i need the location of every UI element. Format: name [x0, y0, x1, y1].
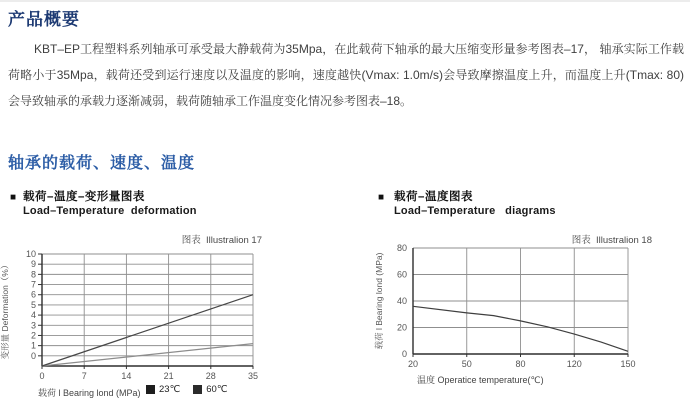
load-temp-deformation-chart	[0, 247, 266, 387]
left-chart-xaxis-label: 载荷 l Bearing lond (MPa)	[38, 388, 141, 398]
x-tick-label: 150	[620, 359, 636, 369]
left-chart-title-zh: 载荷–温度–变形量图表	[23, 191, 145, 203]
right-chart-heading	[378, 191, 473, 204]
x-tick-label: 50	[461, 359, 472, 369]
legend-swatch	[146, 385, 155, 394]
y-tick-label: 80	[396, 243, 407, 253]
overview-title: 产品概要	[8, 10, 80, 29]
y-tick-label: 40	[396, 296, 407, 306]
y-tick-label: 1	[30, 340, 36, 351]
y-tick-label: 8	[30, 269, 36, 280]
y-tick-label: 9	[30, 259, 36, 270]
x-tick-label: 120	[566, 359, 582, 369]
x-tick-label: 28	[205, 371, 216, 381]
x-tick-label: 20	[407, 359, 419, 369]
left-chart-legend	[146, 384, 228, 395]
legend-item	[146, 384, 180, 395]
x-tick-label: 14	[121, 371, 132, 381]
load-temperature-chart	[370, 241, 655, 374]
section-title: 轴承的载荷、速度、温度	[8, 155, 196, 172]
right-chart-title-en: Load–Temperature diagrams	[394, 205, 556, 217]
y-tick-label: 60	[396, 269, 407, 280]
x-tick-label: 7	[81, 371, 87, 381]
y-tick-label: 0	[30, 350, 36, 361]
legend-swatch	[193, 385, 202, 394]
overview-paragraph: KBT–EP工程塑料系列轴承可承受最大静载荷为35Mpa，在此载荷下轴承的最大压缩变形量参考图表–17， 轴承实际工作载荷略小于35Mpa，载荷还受到运行速度以及温度的影响，速度越快(Vmax: 1.0m/s)会导致摩擦温度上升，而温度上升(Tmax: 80)会导致轴承的承载力逐渐减弱，载荷随轴承工作温度变化情况参考图表–18。	[8, 42, 684, 108]
y-tick-label: 7	[30, 279, 36, 290]
y-tick-label: 3	[30, 320, 36, 331]
y-tick-label: 20	[396, 322, 407, 333]
left-chart-heading	[10, 191, 145, 204]
square-bullet-icon: ■	[10, 192, 17, 203]
y-tick-label: 10	[25, 249, 36, 259]
right-chart-caption: 图表 Illustralion 18	[571, 235, 652, 246]
y-tick-label: 5	[30, 299, 36, 310]
y-tick-label: 4	[30, 310, 36, 321]
right-chart-title-zh: 载荷–温度图表	[394, 191, 473, 203]
y-tick-label: 0	[401, 349, 407, 359]
left-chart-title-en: Load–Temperature deformation	[23, 205, 197, 217]
y-tick-label: 2	[30, 330, 36, 341]
square-bullet-icon: ■	[378, 192, 385, 203]
y-axis-label: 载荷 l Bearing lond (MPa)	[374, 252, 384, 350]
legend-label: 23℃	[159, 384, 181, 395]
left-chart-caption: 图表 Illustralion 17	[181, 235, 262, 246]
right-chart-xaxis-label: 温度 Operatice temperature(℃)	[417, 375, 544, 385]
y-axis-label: 变形量 Deformation（%）	[0, 260, 10, 360]
x-tick-label: 21	[163, 371, 174, 381]
y-tick-label: 6	[30, 289, 36, 300]
legend-label: 60℃	[206, 384, 228, 395]
x-tick-label: 0	[39, 371, 45, 381]
x-tick-label: 80	[515, 359, 526, 369]
legend-item	[193, 384, 227, 395]
x-tick-label: 35	[247, 371, 259, 381]
